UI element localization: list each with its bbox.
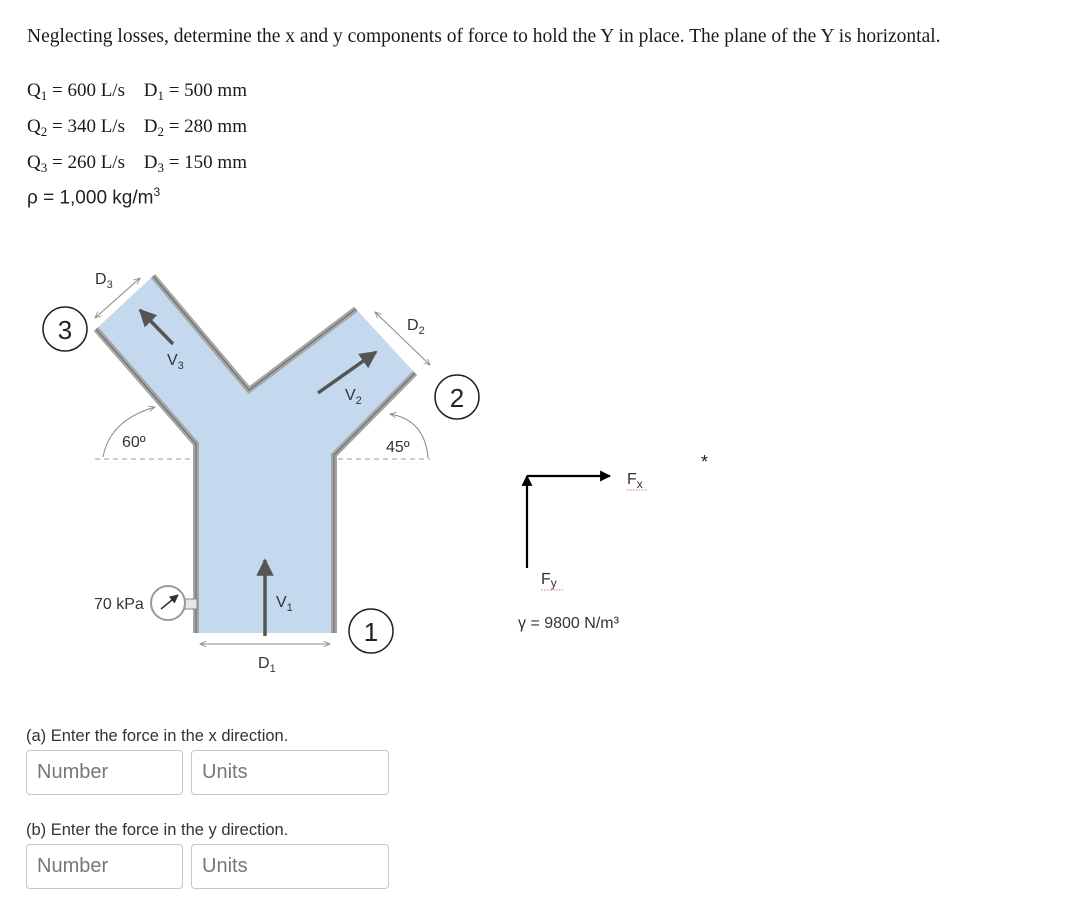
problem-statement: Neglecting losses, determine the x and y components of force to hold the Y in place. The plane of the Y is horizontal. xyxy=(27,26,941,47)
q1-sub: 1 xyxy=(40,88,48,103)
d3-label: $D_3$ xyxy=(95,271,113,291)
q1-value: = 600 L/s xyxy=(51,80,125,101)
d2-sub: 2 xyxy=(157,124,164,139)
question-a-label: (a) Enter the force in the x direction. xyxy=(26,727,289,745)
d2-label: $D_2$ xyxy=(407,317,425,337)
fy-label: Fy xyxy=(541,571,557,590)
given-row-3 xyxy=(27,152,247,174)
angle-60-label: 60º xyxy=(122,434,146,451)
d2-symbol: D xyxy=(143,116,158,137)
answer-a-units-input[interactable] xyxy=(191,750,389,795)
y-pipe-fluid xyxy=(96,276,415,633)
answer-b-number-input[interactable] xyxy=(26,844,183,889)
q3-symbol: Q xyxy=(27,152,41,173)
d3-value: = 150 mm xyxy=(168,152,247,173)
q1-symbol: Q xyxy=(27,80,41,101)
v2-label: $V_2$ xyxy=(345,387,362,407)
density-exponent: 3 xyxy=(153,185,161,199)
given-row-2 xyxy=(27,116,247,138)
d1-label: $D_1$ xyxy=(258,655,276,675)
section-2-number: 2 xyxy=(449,383,465,413)
q2-sub: 2 xyxy=(40,124,48,139)
v3-label: $V_3$ xyxy=(167,352,184,372)
q3-value: = 260 L/s xyxy=(51,152,125,173)
pressure-label: 70 kPa xyxy=(94,596,144,613)
section-1-number: 1 xyxy=(363,617,379,647)
density-line xyxy=(27,185,160,209)
d1-sub: 1 xyxy=(157,88,164,103)
d3-symbol: D xyxy=(143,152,158,173)
q3-sub: 3 xyxy=(40,160,48,175)
density-text: ρ = 1,000 kg/m xyxy=(27,187,154,209)
y-pipe-diagram xyxy=(0,250,1090,700)
section-3-number: 3 xyxy=(57,315,73,345)
d3-sub: 3 xyxy=(157,160,164,175)
required-star: * xyxy=(701,452,709,472)
v1-label: $V_1$ xyxy=(276,594,293,614)
d1-symbol: D xyxy=(143,80,158,101)
q2-value: = 340 L/s xyxy=(51,116,125,137)
fx-label: $F_x$ xyxy=(627,471,643,491)
given-row-1 xyxy=(27,80,247,102)
q2-symbol: Q xyxy=(27,116,41,137)
d1-value: = 500 mm xyxy=(168,80,247,101)
gauge-stem xyxy=(185,599,197,609)
d2-value: = 280 mm xyxy=(168,116,247,137)
angle-45-label: 45º xyxy=(386,439,410,456)
gamma-label: γ = 9800 N/m³ xyxy=(518,615,619,632)
question-b-label: (b) Enter the force in the y direction. xyxy=(26,821,289,839)
answer-a-number-input[interactable] xyxy=(26,750,183,795)
answer-b-units-input[interactable] xyxy=(191,844,389,889)
